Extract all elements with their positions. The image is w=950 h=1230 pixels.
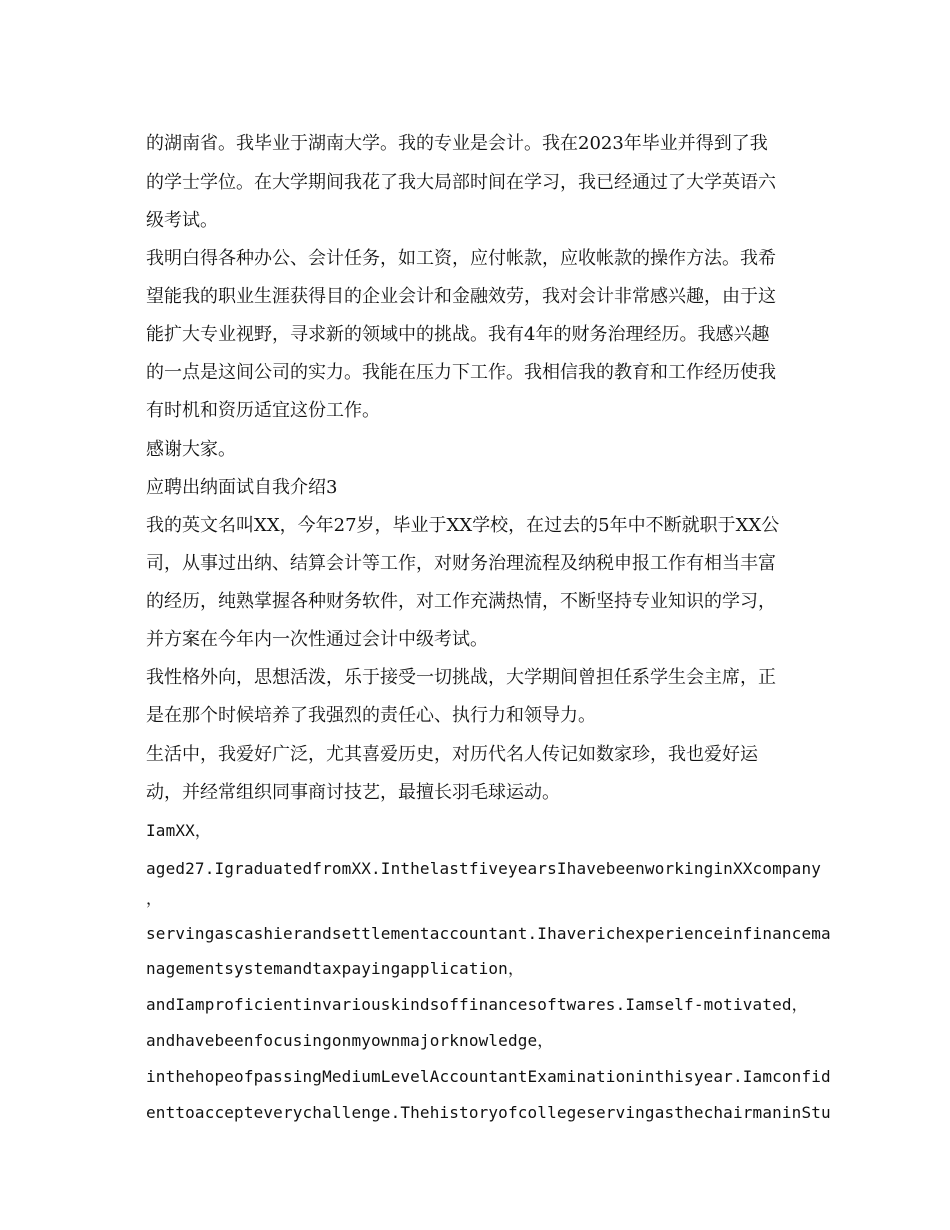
- text-line: 是在那个时候培养了我强烈的责任心、执行力和领导力。: [146, 705, 596, 726]
- text-line: 级考试。: [146, 210, 218, 231]
- text-line: 的经历，纯熟掌握各种财务软件，对工作充满热情，不断坚持专业知识的学习，: [146, 591, 776, 612]
- text-line-english: servingascashierandsettlementaccountant.Ihaverichexperienceinfinancema: [146, 924, 831, 943]
- text-line-english: inthehopeofpassingMediumLevelAccountantExaminationinthisyear.Iamconfid: [146, 1067, 831, 1086]
- text-line: 生活中，我爱好广泛，尤其喜爱历史，对历代名人传记如数家珍，我也爱好运: [146, 744, 758, 765]
- text-line: 我明白得各种办公、会计任务，如工资，应付帐款，应收帐款的操作方法。我希: [146, 248, 776, 269]
- text-line: 有时机和资历适宜这份工作。: [146, 400, 380, 421]
- text-line: 能扩大专业视野，寻求新的领域中的挑战。我有4年的财务治理经历。我感兴趣: [146, 324, 770, 345]
- text-line: 感谢大家。: [146, 439, 236, 460]
- text-line: 并方案在今年内一次性通过会计中级考试。: [146, 629, 488, 650]
- text-line-english: enttoaccepteverychallenge.ThehistoryofcollegeservingasthechairmaninStu: [146, 1103, 831, 1122]
- text-line-english: IamXX，: [146, 821, 212, 840]
- text-line-english: ，: [146, 889, 163, 908]
- text-line: 动，并经常组织同事商讨技艺，最擅长羽毛球运动。: [146, 782, 560, 803]
- text-line: 司，从事过出纳、结算会计等工作，对财务治理流程及纳税申报工作有相当丰富: [146, 553, 776, 574]
- section-heading: 应聘出纳面试自我介绍3: [146, 477, 338, 498]
- text-line-english: aged27.IgraduatedfromXX.InthelastfiveyearsIhavebeenworkinginXXcompany: [146, 859, 822, 878]
- text-line-english: andIamproficientinvariouskindsoffinancesoftwares.Iamself-motivated，: [146, 995, 808, 1014]
- text-line: 我性格外向，思想活泼，乐于接受一切挑战，大学期间曾担任系学生会主席，正: [146, 667, 776, 688]
- text-line: 望能我的职业生涯获得目的企业会计和金融效劳，我对会计非常感兴趣，由于这: [146, 286, 776, 307]
- text-line: 的一点是这间公司的实力。我能在压力下工作。我相信我的教育和工作经历使我: [146, 362, 776, 383]
- text-line: 我的英文名叫XX，今年27岁，毕业于XX学校，在过去的5年中不断就职于XX公: [146, 515, 780, 536]
- text-line-english: nagementsystemandtaxpayingapplication，: [146, 959, 525, 978]
- text-line: 的学士学位。在大学期间我花了我大局部时间在学习，我已经通过了大学英语六: [146, 172, 776, 193]
- text-line-english: andhavebeenfocusingonmyownmajorknowledge，: [146, 1031, 554, 1050]
- text-line: 的湖南省。我毕业于湖南大学。我的专业是会计。我在2023年毕业并得到了我: [146, 133, 768, 154]
